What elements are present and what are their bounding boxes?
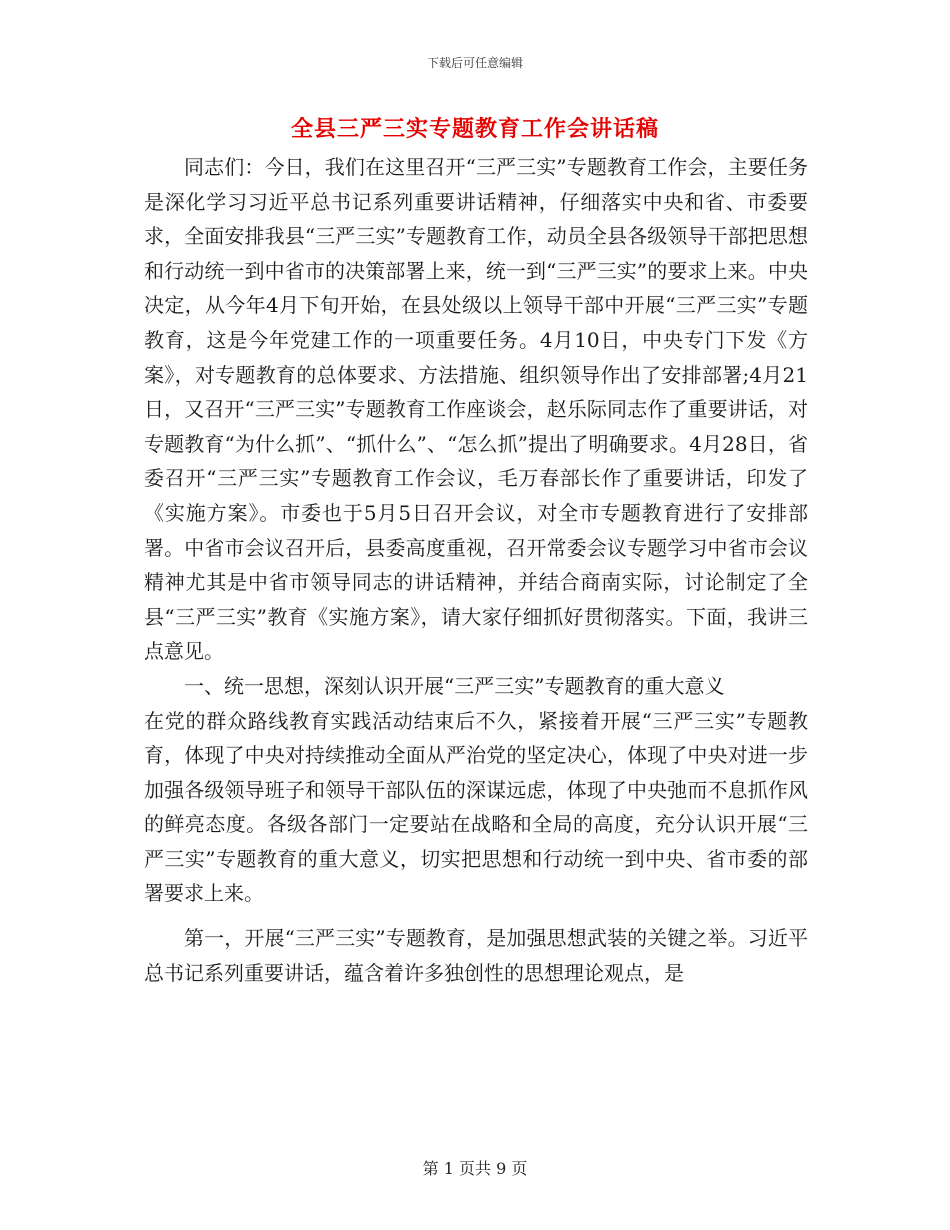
paragraph-point-1: 第一，开展“三严三实”专题教育，是加强思想武装的关键之举。习近平总书记系列重要讲话，蕴含着许多独创性的思想理论观点，是 <box>144 926 808 985</box>
page-number: 第 1 页共 9 页 <box>422 1159 528 1178</box>
paragraph-section-1: 在党的群众路线教育实践活动结束后不久，紧接着开展“三严三实”专题教育，体现了中央对持续推动全面从严治党的坚定决心，体现了中央对进一步加强各级领导班子和领导干部队伍的深谋远虑，体现了中央弛而不息抓作风的鲜亮态度。各级各部门一定要站在战略和全局的高度，充分认识开展“三严三实”专题教育的重大意义，切实把思想和行动统一到中央、省市委的部署要求上来。 <box>144 708 808 906</box>
document-title: 全县三严三实专题教育工作会讲话稿 <box>290 116 659 142</box>
document-body <box>144 150 808 990</box>
page-header: 下载后可任意编辑 <box>426 56 523 70</box>
section-heading-1: 一、统一思想，深刻认识开展“三严三实”专题教育的重大意义 <box>184 673 725 698</box>
paragraph-opening: 同志们：今日，我们在这里召开“三严三实”专题教育工作会，主要任务是深化学习习近平总书记系列重要讲话精神，仔细落实中央和省、市委要求，全面安排我县“三严三实”专题教育工作，动员全县各级领导干部把思想和行动统一到中省市的决策部署上来，统一到“三严三实”的要求上来。中央决定，从今年4月下旬开始，在县处级以上领导干部中开展“三严三实”专题教育，这是今年党建工作的一项重要任务。4月10日，中央专门下发《方案》，对专题教育的总体要求、方法措施、组织领导作出了安排部署;4月21日，又召开“三严三实”专题教育工作座谈会，赵乐际同志作了重要讲话，对专题教育“为什么抓”、“抓什么”、“怎么抓”提出了明确要求。4月28日，省委召开“三严三实”专题教育工作会议，毛万春部长作了重要讲话，印发了《实施方案》。市委也于5月5日召开会议，对全市专题教育进行了安排部署。中省市会议召开后，县委高度重视，召开常委会议专题学习中省市会议精神尤其是中省市领导同志的讲话精神，并结合商南实际，讨论制定了全县“三严三实”教育《实施方案》，请大家仔细抓好贯彻落实。下面，我讲三点意见。 <box>144 155 808 664</box>
